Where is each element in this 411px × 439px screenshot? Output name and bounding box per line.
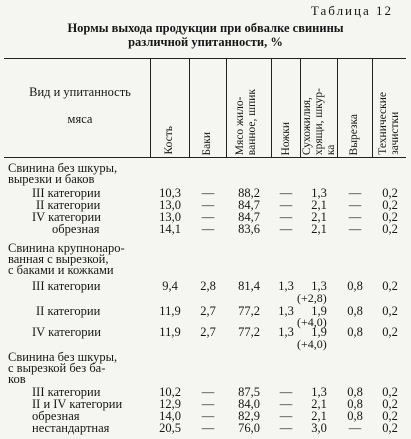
column-header-feet: Ножки — [280, 121, 292, 155]
column-header-sides: Баки — [201, 131, 213, 155]
table-row: IV категории 11,9 2,7 77,2 1,3 1,9 0,8 0,2 — [32, 325, 398, 339]
column-divider — [271, 58, 272, 157]
table-row: II и IV категории 12,9 — 84,0 — 2,1 0,8 0,2 — [32, 397, 398, 411]
table-row: III категории 10,2 — 87,5 — 1,3 0,8 0,2 — [32, 385, 398, 399]
column-divider — [337, 58, 338, 157]
row-header — [10, 85, 150, 126]
column-header-meat: Мясо жило- ванное, шпик — [234, 88, 258, 155]
column-header-tendons: Сухожилия, хрящи, шкур- ка — [301, 87, 337, 155]
table-caption — [0, 21, 411, 49]
caption-line: различной упитанности, % — [128, 35, 283, 49]
header-bottom-rule — [4, 157, 406, 158]
table-row: II категории 13,0 — 84,7 — 2,1 — 0,2 — [36, 198, 398, 212]
caption-line: Нормы выхода продукции при обвалке свинины — [67, 21, 344, 35]
column-divider — [372, 58, 373, 157]
table-row: II категории 11,9 2,7 77,2 1,3 1,9 0,8 0,2 — [36, 304, 398, 318]
table-row: IV категории 13,0 — 84,7 — 2,1 — 0,2 — [32, 210, 398, 224]
footnote-addition: (+2,8) — [297, 291, 327, 305]
table-row: нестандартная 20,5 — 76,0 — 3,0 — 0,2 — [32, 421, 398, 435]
footnote-addition: (+4,0) — [297, 337, 327, 351]
row-header-line: мяса — [67, 112, 93, 126]
column-header-bone: Кость — [163, 126, 175, 155]
group-title: Свинина крупнонаро- ванная с вырезкой, с баками и кожками — [8, 241, 125, 277]
group-title: Свинина без шкуры, вырезки и баков — [8, 161, 118, 186]
table-row: III категории 10,3 — 88,2 — 1,3 — 0,2 — [32, 186, 398, 200]
table-top-rule — [4, 58, 406, 59]
table-row: обрезная 14,0 — 82,9 — 2,1 0,8 0,2 — [32, 409, 398, 423]
column-divider — [189, 58, 190, 157]
row-header-line: Вид и упитанность — [29, 85, 131, 99]
column-header-tenderloin: Вырезка — [348, 113, 360, 155]
table-row: III категории 9,4 2,8 81,4 1,3 1,3 0,8 0,2 — [32, 279, 398, 293]
table-row: обрезная 14,1 — 83,6 — 2,1 — 0,2 — [52, 222, 398, 236]
footnote-addition: (+4,0) — [297, 315, 327, 329]
group-title: Свинина без шкуры, с вырезкой без ба- ков — [8, 350, 118, 386]
column-header-trimmings: Технические зачистки — [377, 92, 401, 155]
column-divider — [150, 58, 151, 157]
table-number: Таблица 12 — [310, 3, 393, 18]
column-divider — [226, 58, 227, 157]
